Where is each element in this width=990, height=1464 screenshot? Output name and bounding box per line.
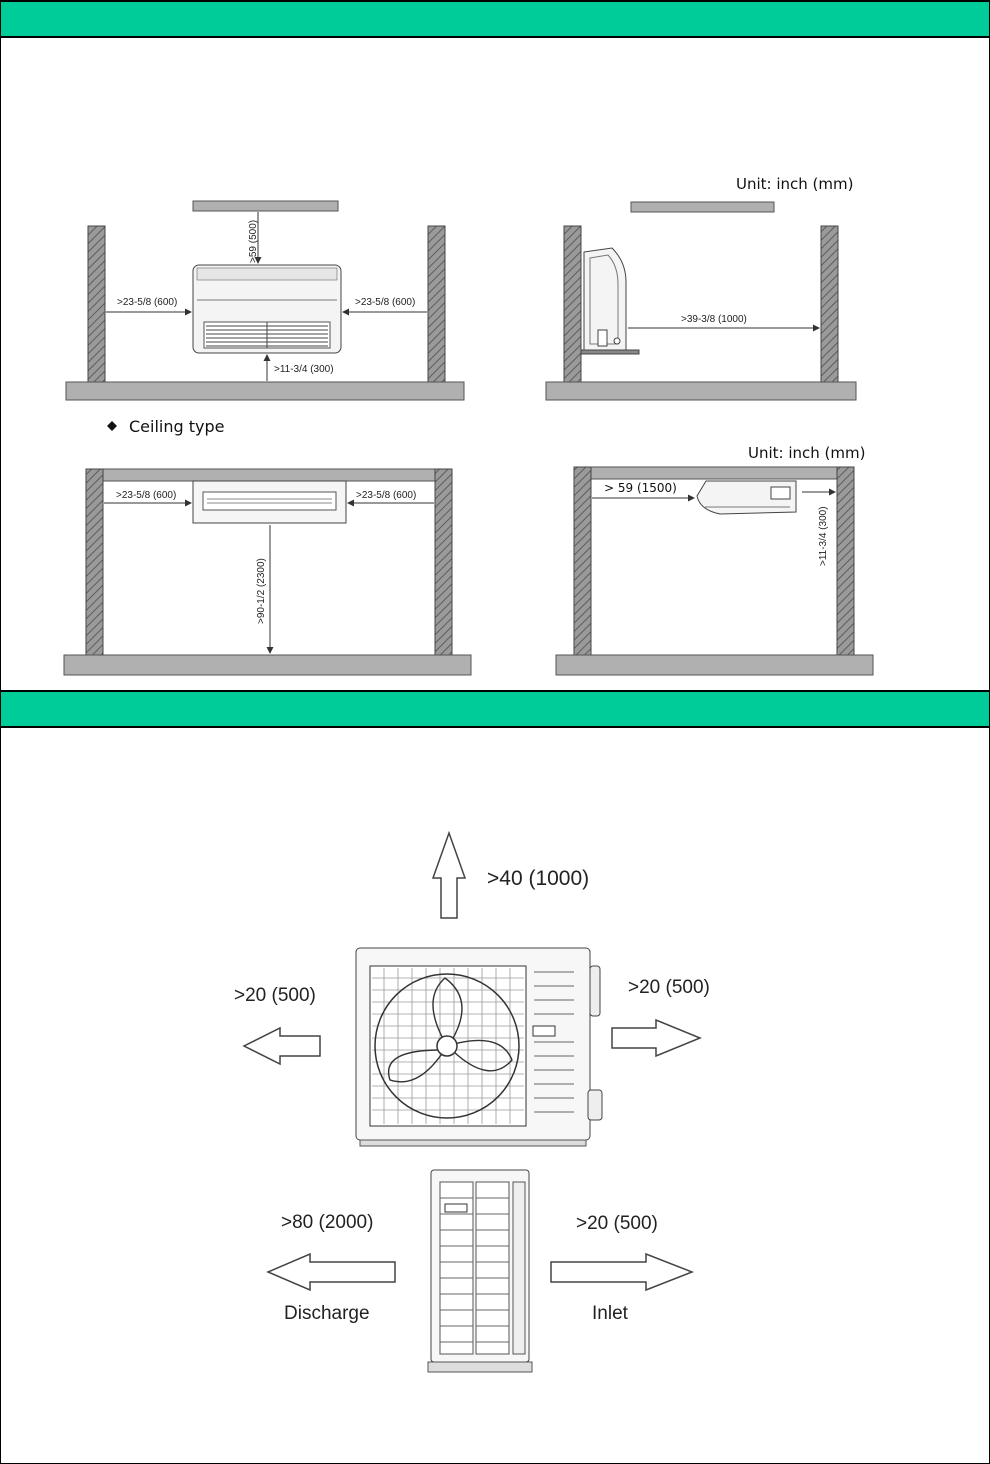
ceiling-plate	[631, 202, 774, 212]
left-wall	[86, 469, 103, 655]
floor	[546, 382, 856, 400]
ceiling-side-view	[556, 444, 873, 675]
ceiling-front-right-clearance: >23-5/8 (600)	[356, 490, 417, 501]
outdoor-left-clearance: >20 (500)	[234, 985, 316, 1006]
right-wall	[435, 469, 452, 655]
right-wall	[821, 226, 838, 382]
floor-side-view	[546, 175, 856, 400]
floor-front-bottom-clearance: >11-3/4 (300)	[274, 364, 334, 375]
ceiling-front-view	[64, 469, 471, 675]
outdoor-right-clearance: >20 (500)	[628, 977, 710, 998]
floor	[66, 382, 464, 400]
unit-label-top: Unit: inch (mm)	[736, 175, 854, 193]
diamond-bullet-icon	[107, 421, 117, 431]
right-wall	[428, 226, 445, 382]
floor-side-front-clearance: >39-3/8 (1000)	[681, 314, 747, 325]
right-wall	[837, 467, 854, 655]
right-clearance-arrow-icon	[612, 1020, 700, 1056]
floor-front-right-clearance: >23-5/8 (600)	[355, 297, 416, 308]
discharge-arrow-icon	[268, 1254, 395, 1290]
inlet-label: Inlet	[592, 1303, 628, 1324]
floor-unit-side	[581, 248, 639, 354]
floor-front-left-clearance: >23-5/8 (600)	[117, 297, 178, 308]
ceiling-side-front-clearance: > 59 (1500)	[604, 481, 677, 495]
unit-label-bottom: Unit: inch (mm)	[748, 444, 866, 462]
ceiling	[86, 469, 452, 481]
floor-ceiling-unit	[193, 265, 341, 353]
left-wall	[564, 226, 581, 382]
left-wall	[88, 226, 105, 382]
outdoor-unit-side	[428, 1170, 532, 1372]
floor	[64, 655, 471, 675]
ceiling-plate	[193, 201, 338, 211]
discharge-label: Discharge	[284, 1303, 370, 1324]
floor	[556, 655, 873, 675]
ceiling-side-side-clearance: >11-3/4 (300)	[818, 506, 829, 566]
top-clearance-arrow-icon	[433, 833, 465, 918]
ceiling-front-floor-clearance: >90-1/2 (2300)	[256, 558, 267, 624]
left-clearance-arrow-icon	[244, 1028, 320, 1064]
outdoor-top-clearance: >40 (1000)	[487, 867, 590, 890]
outdoor-discharge-clearance: >80 (2000)	[281, 1212, 374, 1233]
ceiling-front-left-clearance: >23-5/8 (600)	[116, 490, 177, 501]
left-wall	[574, 467, 591, 655]
outdoor-inlet-clearance: >20 (500)	[576, 1213, 658, 1234]
ceiling	[574, 467, 854, 479]
ceiling-type-caption: Ceiling type	[129, 417, 225, 436]
ceiling-unit-front	[193, 481, 346, 523]
inlet-arrow-icon	[551, 1254, 692, 1290]
outdoor-clearance-view	[234, 833, 710, 1372]
floor-front-top-clearance: >59 (500)	[248, 219, 259, 263]
floor-front-view	[66, 201, 464, 400]
ceiling-unit-side	[697, 481, 796, 514]
outdoor-unit-front	[356, 948, 602, 1146]
